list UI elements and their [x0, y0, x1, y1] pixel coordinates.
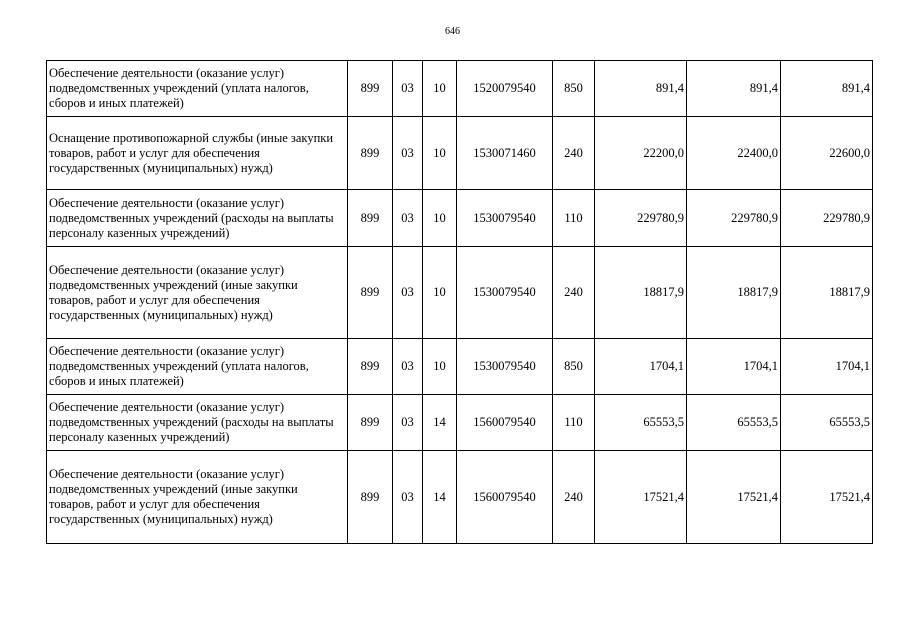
ministry-code: 899	[348, 61, 393, 117]
section-code: 03	[393, 61, 423, 117]
target-article-code: 1530079540	[457, 339, 553, 395]
subsection-code: 10	[423, 247, 457, 339]
amount-1: 1704,1	[595, 339, 687, 395]
table-row	[47, 339, 873, 395]
expense-type-code: 110	[553, 395, 595, 451]
subsection-code: 10	[423, 339, 457, 395]
ministry-code: 899	[348, 339, 393, 395]
amount-2: 18817,9	[687, 247, 781, 339]
target-article-code: 1520079540	[457, 61, 553, 117]
amount-1: 17521,4	[595, 451, 687, 544]
amount-1: 65553,5	[595, 395, 687, 451]
expense-name: Обеспечение деятельности (оказание услуг) подведомственных учреждений (расходы на выплаты персоналу казенных учреждений)	[47, 395, 348, 451]
section-code: 03	[393, 117, 423, 190]
table-row	[47, 395, 873, 451]
expense-name: Обеспечение деятельности (оказание услуг) подведомственных учреждений (уплата налогов, сборов и иных платежей)	[47, 339, 348, 395]
page-number: 646	[445, 26, 460, 37]
section-code: 03	[393, 339, 423, 395]
subsection-code: 14	[423, 395, 457, 451]
section-code: 03	[393, 247, 423, 339]
budget-table	[46, 60, 873, 544]
amount-2: 229780,9	[687, 190, 781, 247]
expense-type-code: 850	[553, 61, 595, 117]
amount-3: 891,4	[781, 61, 873, 117]
section-code: 03	[393, 395, 423, 451]
expense-type-code: 240	[553, 451, 595, 544]
section-code: 03	[393, 451, 423, 544]
amount-3: 18817,9	[781, 247, 873, 339]
amount-2: 17521,4	[687, 451, 781, 544]
ministry-code: 899	[348, 451, 393, 544]
amount-1: 22200,0	[595, 117, 687, 190]
target-article-code: 1530079540	[457, 247, 553, 339]
amount-3: 229780,9	[781, 190, 873, 247]
amount-3: 22600,0	[781, 117, 873, 190]
subsection-code: 14	[423, 451, 457, 544]
target-article-code: 1560079540	[457, 395, 553, 451]
expense-name: Оснащение противопожарной службы (иные закупки товаров, работ и услуг для обеспечения государственных (муниципальных) нужд)	[47, 117, 348, 190]
amount-3: 17521,4	[781, 451, 873, 544]
expense-name: Обеспечение деятельности (оказание услуг) подведомственных учреждений (расходы на выплаты персоналу казенных учреждений)	[47, 190, 348, 247]
amount-2: 891,4	[687, 61, 781, 117]
expense-type-code: 850	[553, 339, 595, 395]
table-row	[47, 190, 873, 247]
ministry-code: 899	[348, 117, 393, 190]
expense-name: Обеспечение деятельности (оказание услуг) подведомственных учреждений (иные закупки товаров, работ и услуг для обеспечения государственных (муниципальных) нужд)	[47, 451, 348, 544]
target-article-code: 1560079540	[457, 451, 553, 544]
amount-1: 18817,9	[595, 247, 687, 339]
subsection-code: 10	[423, 190, 457, 247]
amount-1: 229780,9	[595, 190, 687, 247]
target-article-code: 1530079540	[457, 190, 553, 247]
table-row	[47, 451, 873, 544]
expense-type-code: 240	[553, 247, 595, 339]
expense-type-code: 110	[553, 190, 595, 247]
table-row	[47, 117, 873, 190]
table-row	[47, 247, 873, 339]
amount-1: 891,4	[595, 61, 687, 117]
table-row	[47, 61, 873, 117]
amount-3: 1704,1	[781, 339, 873, 395]
amount-3: 65553,5	[781, 395, 873, 451]
subsection-code: 10	[423, 117, 457, 190]
amount-2: 65553,5	[687, 395, 781, 451]
ministry-code: 899	[348, 190, 393, 247]
amount-2: 22400,0	[687, 117, 781, 190]
ministry-code: 899	[348, 247, 393, 339]
target-article-code: 1530071460	[457, 117, 553, 190]
section-code: 03	[393, 190, 423, 247]
ministry-code: 899	[348, 395, 393, 451]
amount-2: 1704,1	[687, 339, 781, 395]
expense-name: Обеспечение деятельности (оказание услуг) подведомственных учреждений (иные закупки товаров, работ и услуг для обеспечения государственных (муниципальных) нужд)	[47, 247, 348, 339]
expense-type-code: 240	[553, 117, 595, 190]
subsection-code: 10	[423, 61, 457, 117]
expense-name: Обеспечение деятельности (оказание услуг) подведомственных учреждений (уплата налогов, сборов и иных платежей)	[47, 61, 348, 117]
